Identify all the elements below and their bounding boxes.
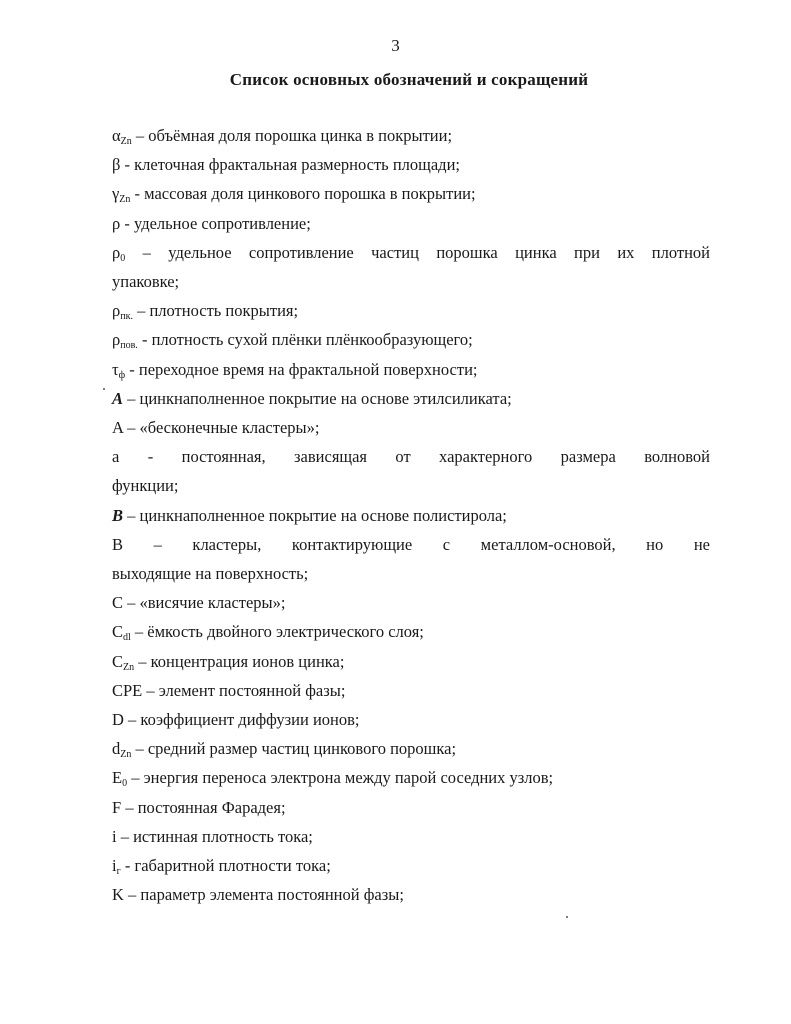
entry-separator: – — [142, 680, 159, 700]
entry-subscript: dl — [123, 632, 131, 644]
entry-symbol: A — [112, 418, 124, 438]
entry-symbol: d — [112, 739, 121, 759]
entry-symbol: B — [112, 534, 124, 554]
entry-separator: – — [123, 505, 140, 525]
entry-separator: - — [137, 330, 152, 350]
entry-subscript: Zn — [123, 661, 135, 673]
entry-definition: плотность покрытия; — [149, 301, 299, 321]
entry-separator: - — [125, 359, 139, 379]
abbreviation-entry — [112, 384, 710, 413]
entry-symbol: C — [112, 593, 124, 613]
entry-separator: – — [132, 301, 150, 321]
entry-separator: - — [120, 856, 135, 876]
entry-symbol: E — [112, 768, 123, 788]
entry-symbol: ρ — [112, 330, 121, 350]
entry-symbol: γ — [112, 184, 120, 204]
entry-separator: – — [131, 126, 149, 145]
abbreviation-entry — [112, 150, 710, 179]
entry-symbol: C — [112, 622, 124, 642]
entry-subscript: 0 — [120, 252, 126, 264]
abbreviation-entry — [112, 121, 710, 150]
entry-subscript: ф — [118, 369, 126, 381]
entry-symbol: τ — [112, 359, 119, 379]
entry-separator: – — [123, 534, 193, 554]
entry-definition: массовая доля цинкового порошка в покрытии; — [144, 184, 476, 204]
entry-subscript: г — [116, 866, 121, 878]
entry-symbol: a — [112, 447, 120, 467]
entry-definition: элемент постоянной фазы; — [158, 680, 346, 700]
abbreviation-entry — [112, 822, 710, 851]
entry-definition: габаритной плотности тока; — [134, 856, 331, 876]
abbreviation-entry — [112, 734, 710, 763]
entry-symbol: ρ — [112, 242, 121, 262]
abbreviation-entry — [112, 705, 710, 734]
entry-separator: - — [119, 447, 182, 467]
entry-separator: – — [123, 593, 140, 613]
abbreviations-list — [112, 121, 710, 909]
abbreviation-entry — [112, 413, 710, 442]
abbreviation-entry — [112, 209, 710, 238]
entry-subscript: пов. — [120, 340, 138, 352]
entry-symbol: B — [112, 505, 124, 525]
entry-separator: – — [131, 739, 148, 759]
page-title: Список основных обозначений и сокращений — [229, 70, 589, 89]
entry-subscript: Zn — [120, 136, 132, 147]
entry-separator: – — [123, 418, 140, 438]
entry-subscript: Zn — [119, 194, 131, 206]
entry-separator: – — [123, 388, 140, 408]
entry-symbol: CPE — [112, 680, 143, 700]
entry-definition: энергия переноса электрона между парой соседних узлов; — [143, 768, 554, 788]
entry-definition-continued: упаковке; — [112, 272, 180, 292]
entry-symbol: ρ — [112, 301, 121, 321]
entry-definition: переходное время на фрактальной поверхности; — [138, 359, 478, 379]
entry-definition: ёмкость двойного электрического слоя; — [147, 622, 424, 642]
entry-definition-continued: выходящие на поверхность; — [112, 564, 309, 584]
entry-definition: истинная плотность тока; — [133, 826, 313, 846]
entry-separator: – — [125, 242, 169, 262]
entry-separator: – — [134, 651, 151, 671]
abbreviation-entry — [112, 442, 710, 471]
scan-speck — [566, 916, 568, 918]
entry-definition: постоянная Фарадея; — [137, 797, 286, 817]
entry-definition-continued: функции; — [112, 476, 179, 496]
entry-definition: плотность сухой плёнки плёнкообразующего; — [151, 330, 473, 350]
entry-definition: параметр элемента постоянной фазы; — [140, 885, 404, 905]
abbreviation-entry — [112, 355, 710, 384]
entry-symbol: ρ — [112, 213, 121, 233]
abbreviation-entry — [112, 676, 710, 705]
entry-symbol: K — [112, 885, 124, 905]
entry-definition: постоянная, зависящая от характерного размера волновой — [181, 447, 710, 467]
entry-symbol: D — [112, 710, 124, 730]
entry-definition: удельное сопротивление частиц порошка цинка при их плотной — [168, 242, 711, 262]
abbreviation-entry — [112, 501, 710, 530]
entry-symbol: F — [112, 797, 122, 817]
abbreviation-entry — [112, 530, 710, 559]
entry-symbol: α — [112, 126, 121, 145]
entry-symbol: C — [112, 651, 124, 671]
entry-subscript: пк. — [120, 311, 133, 323]
entry-symbol: β — [112, 155, 121, 175]
entry-symbol: i — [112, 826, 117, 846]
abbreviation-entry — [112, 238, 710, 267]
entry-definition: удельное сопротивление; — [133, 213, 311, 233]
entry-separator: – — [123, 885, 141, 905]
entry-separator: – — [130, 622, 148, 642]
entry-subscript: Zn — [120, 749, 132, 761]
entry-separator: - — [120, 213, 134, 233]
abbreviation-entry — [112, 617, 710, 646]
entry-definition: коэффициент диффузии ионов; — [140, 710, 360, 730]
abbreviation-entry — [112, 793, 710, 822]
entry-separator: – — [116, 826, 134, 846]
entry-subscript: 0 — [122, 778, 128, 790]
entry-definition: объёмная доля порошка цинка в покрытии; — [148, 126, 453, 145]
entry-definition: концентрация ионов цинка; — [150, 651, 345, 671]
abbreviation-entry — [112, 851, 710, 880]
abbreviation-entry — [112, 588, 710, 617]
abbreviation-entry — [112, 880, 710, 909]
entry-definition: цинкнаполненное покрытие на основе этилсиликата; — [139, 388, 512, 408]
page-number: 3 — [391, 36, 400, 55]
entry-symbol: A — [112, 388, 124, 408]
abbreviation-entry — [112, 325, 710, 354]
entry-separator: – — [123, 710, 141, 730]
entry-definition: «висячие кластеры»; — [139, 593, 286, 613]
entry-definition: кластеры, контактирующие с металлом-основой, но не — [192, 534, 710, 554]
abbreviation-entry — [112, 179, 710, 208]
entry-definition: «бесконечные кластеры»; — [139, 418, 320, 438]
abbreviation-entry — [112, 647, 710, 676]
entry-separator: – — [121, 797, 138, 817]
entry-definition: средний размер частиц цинкового порошка; — [147, 739, 457, 759]
entry-separator: – — [127, 768, 144, 788]
abbreviation-entry — [112, 763, 710, 792]
entry-definition: цинкнаполненное покрытие на основе полистирола; — [139, 505, 507, 525]
abbreviation-entry — [112, 296, 710, 325]
entry-separator: - — [130, 184, 145, 204]
entry-symbol: i — [112, 856, 117, 876]
entry-separator: - — [120, 155, 135, 175]
scan-speck — [103, 388, 105, 390]
entry-definition: клеточная фрактальная размерность площади; — [134, 155, 460, 175]
